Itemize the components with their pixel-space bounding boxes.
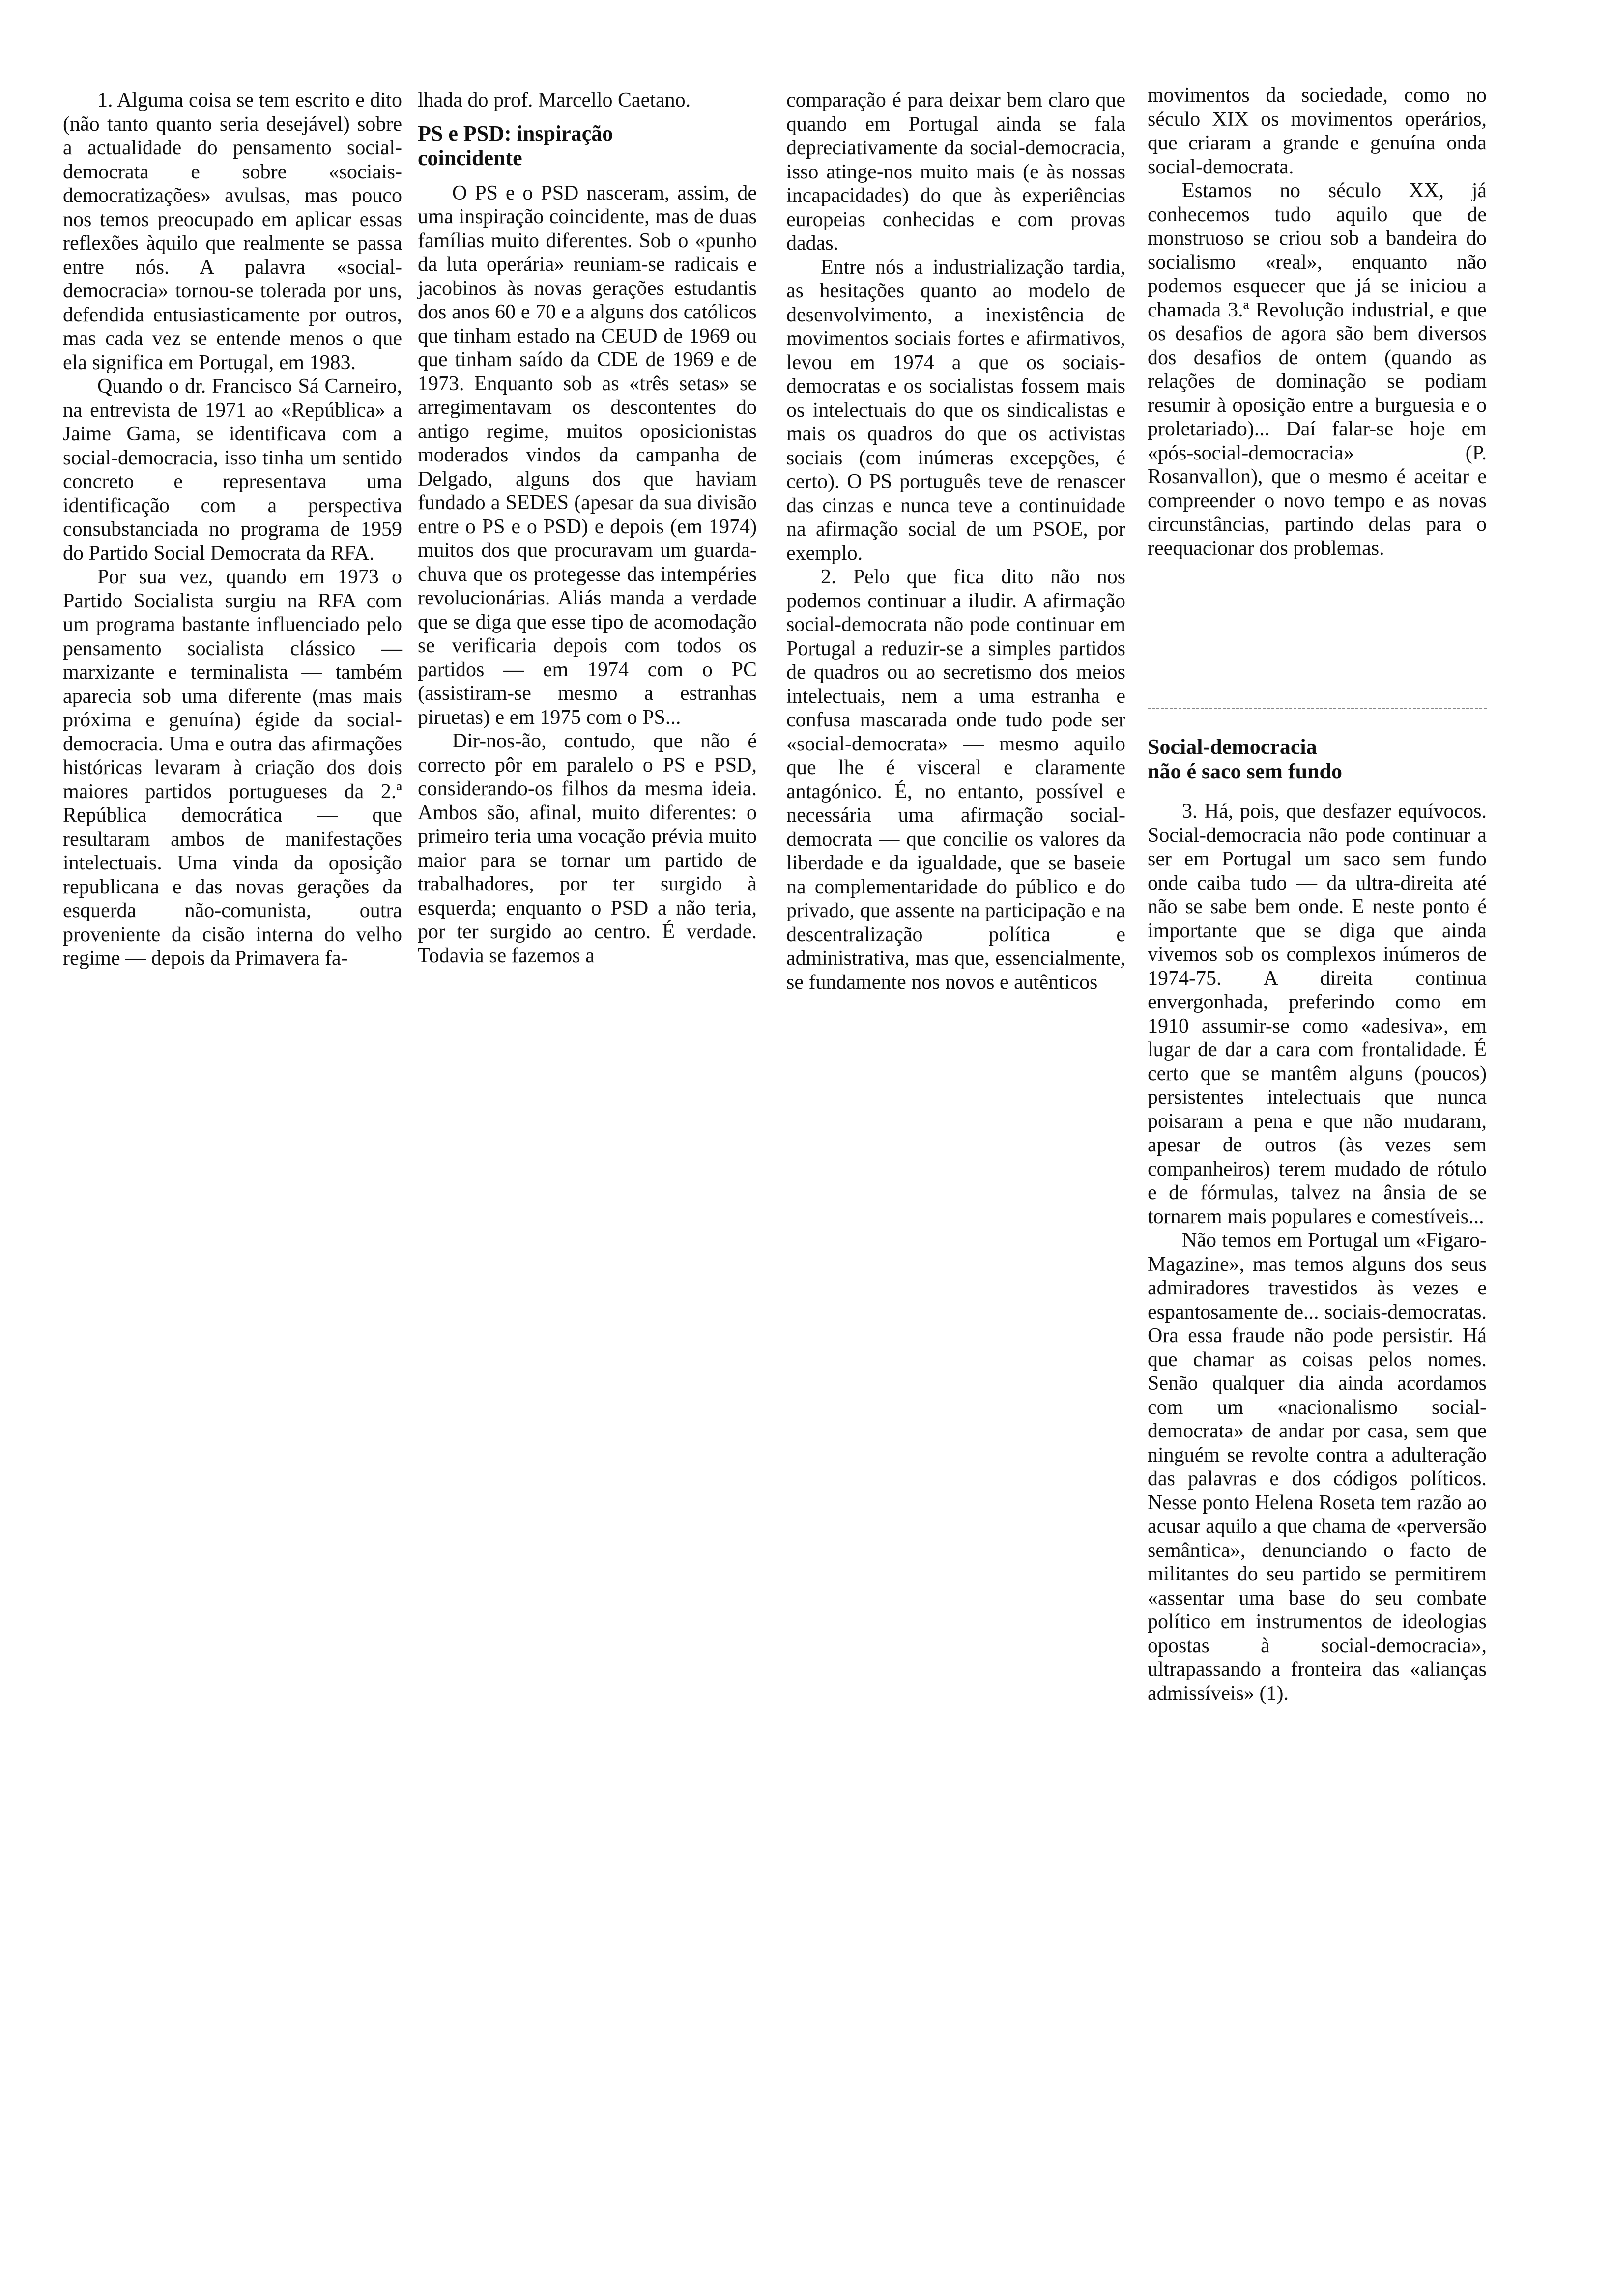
- paragraph-continuation: movimentos da sociedade, como no século XIX os movimentos operários, que criaram a grande e genuína onda social-democrata.: [1148, 84, 1487, 178]
- column-1: [63, 88, 402, 971]
- paragraph: Não temos em Portugal um «Figaro-Magazine», mas temos alguns dos seus admiradores travestidos às vezes e espantosamente de... sociais-democratas. Ora essa fraude não pode persistir. Há que chamar as coisas pelos nomes. Senão qualquer dia ainda acordamos com um «nacionalismo social-democrata» de andar por casa, sem que ninguém se revolte contra a adulteração das palavras e dos códigos políticos. Nesse ponto Helena Roseta tem razão ao acusar aquilo a que chama de «perversão semântica», denunciando o facto de militantes do seu partido se permitirem «assentar uma base do seu combate político em instrumentos de ideologias opostas à social-democracia», ultrapassando a fronteira das «alianças admissíveis» (1).: [1148, 1229, 1487, 1705]
- paragraph: 2. Pelo que fica dito não nos podemos continuar a iludir. A afirmação social-democrata não pode continuar em Portugal a reduzir-se a simples partidos de quadros ou ao secretismo dos meios intelectuais, nem a uma estranha e confusa mascarada onde tudo pode ser «social-democrata» — mesmo aquilo que lhe é visceral e claramente antagónico. É, no entanto, possível e necessária uma afirmação social-democrata — que concilie os valores da liberdade e da igualdade, que se baseie na complementaridade do público e do privado, que assente na participação e na descentralização política e administrativa, mas que, essencialmente, se fundamente nos novos e autênticos: [786, 566, 1125, 994]
- heading-line: Social-democracia: [1148, 735, 1317, 759]
- paragraph: O PS e o PSD nasceram, assim, de uma inspiração coincidente, mas de duas famílias muito diferentes. Sob o «punho da luta operária» reuniam-se radicais e jacobinos às novas gerações estudantis dos anos 60 e 70 e a alguns dos católicos que tinham estado na CEUD de 1969 ou que tinham saído da CDE de 1969 e de 1973. Enquanto sob as «três setas» se arregimentavam os descontentes do antigo regime, muitos oposicionistas moderados vindos da campanha de Delgado, alguns dos que haviam fundado a SEDES (apesar da sua divisão entre o PS e o PSD) e depois (em 1974) muitos dos que procuravam um guarda-chuva que os protegesse das intempéries revolucionárias. Aliás manda a verdade que se diga que esse tipo de acomodação se verificaria depois com todos os partidos — em 1974 com o PC (assistiram-se mesmo a estranhas piruetas) e em 1975 com o PS...: [418, 181, 757, 729]
- section-heading: [418, 121, 757, 171]
- column-2: [418, 88, 757, 968]
- section-heading: [1148, 735, 1487, 784]
- paragraph: 1. Alguma coisa se tem escrito e dito (não tanto quanto seria desejável) sobre a actualidade do pensamento social-democrata e sobre «sociais-democratizações» avulsas, mas pouco nos temos preocupado em aplicar essas reflexões àquilo que realmente se passa entre nós. A palavra «social-democracia» tornou-se tolerada por uns, defendida entusiasticamente por outros, mas cada vez se entende menos o que ela significa em Portugal, em 1983.: [63, 89, 402, 374]
- column-divider-rule: [1148, 708, 1487, 709]
- paragraph: Entre nós a industrialização tardia, as hesitações quanto ao modelo de desenvolvimento, a inexistência de movimentos sociais fortes e afirmativos, levou em 1974 a que os sociais-democratas e os socialistas fossem mais os intelectuais do que os sindicalistas e mais os quadros do que os activistas sociais (com inúmeras excepções, é certo). O PS português teve de renascer das cinzas e nunca teve a continuidade na afirmação social de um PSOE, por exemplo.: [786, 256, 1125, 565]
- paragraph: Estamos no século XX, já conhecemos tudo aquilo que de monstruoso se criou sob a bandeira do socialismo «real», enquanto não podemos esquecer que já se iniciou a chamada 3.ª Revolução industrial, e que os desafios de agora são bem diversos dos desafios de ontem (quando as relações de dominação se podiam resumir à oposição entre a burguesia e o proletariado)... Daí falar-se hoje em «pós-social-democracia» (P. Rosanvallon), que o mesmo é aceitar e compreender o novo tempo e as novas circunstâncias, partindo delas para o reequacionar dos problemas.: [1148, 179, 1487, 560]
- paragraph: 3. Há, pois, que desfazer equívocos. Social-democracia não pode continuar a ser em Portugal um saco sem fundo onde caiba tudo — da ultra-direita até não se sabe bem onde. E neste ponto é importante que se diga que ainda vivemos sob os complexos inúmeros de 1974-75. A direita continua envergonhada, preferindo como em 1910 assumir-se como «adesiva», em lugar de dar a cara com frontalidade. É certo que se mantêm alguns (poucos) persistentes intelectuais que nunca poisaram a pena e que não mudaram, apesar de outros (às vezes sem companheiros) terem mudado de rótulo e de fórmulas, talvez na ânsia de se tornarem mais populares e comestíveis...: [1148, 800, 1487, 1228]
- column-4-lower: [1148, 735, 1487, 1705]
- paragraph: Dir-nos-ão, contudo, que não é correcto pôr em paralelo o PS e PSD, considerando-os filhos da mesma ideia. Ambos são, afinal, muito diferentes: o primeiro teria uma vocação prévia muito maior para se tornar um partido de trabalhadores, por ter surgido à esquerda; enquanto o PSD a não teria, por ter surgido ao centro. É verdade. Todavia se fazemos a: [418, 730, 757, 967]
- heading-line: coincidente: [418, 145, 522, 170]
- paragraph: Quando o dr. Francisco Sá Carneiro, na entrevista de 1971 ao «República» a Jaime Gama, se identificava com a social-democracia, isso tinha um sentido concreto e representava uma identificação com a perspectiva consubstanciada no programa de 1959 do Partido Social Democrata da RFA.: [63, 375, 402, 565]
- paragraph: Por sua vez, quando em 1973 o Partido Socialista surgiu na RFA com um programa bastante influenciado pelo pensamento socialista clássico — marxizante e terminalista — também aparecia sob uma diferente (mas mais próxima e genuína) égide da social-democracia. Uma e outra das afirmações históricas levaram à criação dos dois maiores partidos portugueses da 2.ª República democrática — que resultaram ambos de manifestações intelectuais. Uma vinda da oposição republicana e das novas gerações da esquerda não-comunista, outra proveniente da cisão interna do velho regime — depois da Primavera fa-: [63, 566, 402, 970]
- heading-line: não é saco sem fundo: [1148, 759, 1343, 783]
- column-3: [786, 88, 1125, 994]
- heading-line: PS e PSD: inspiração: [418, 121, 613, 145]
- paragraph-continuation: lhada do prof. Marcello Caetano.: [418, 89, 691, 112]
- paragraph-continuation: comparação é para deixar bem claro que quando em Portugal ainda se fala depreciativamente da social-democracia, isso atinge-nos muito mais (e às nossas incapacidades) do que às experiências europeias conhecidas e com provas dadas.: [786, 89, 1125, 255]
- column-4: [1148, 84, 1487, 560]
